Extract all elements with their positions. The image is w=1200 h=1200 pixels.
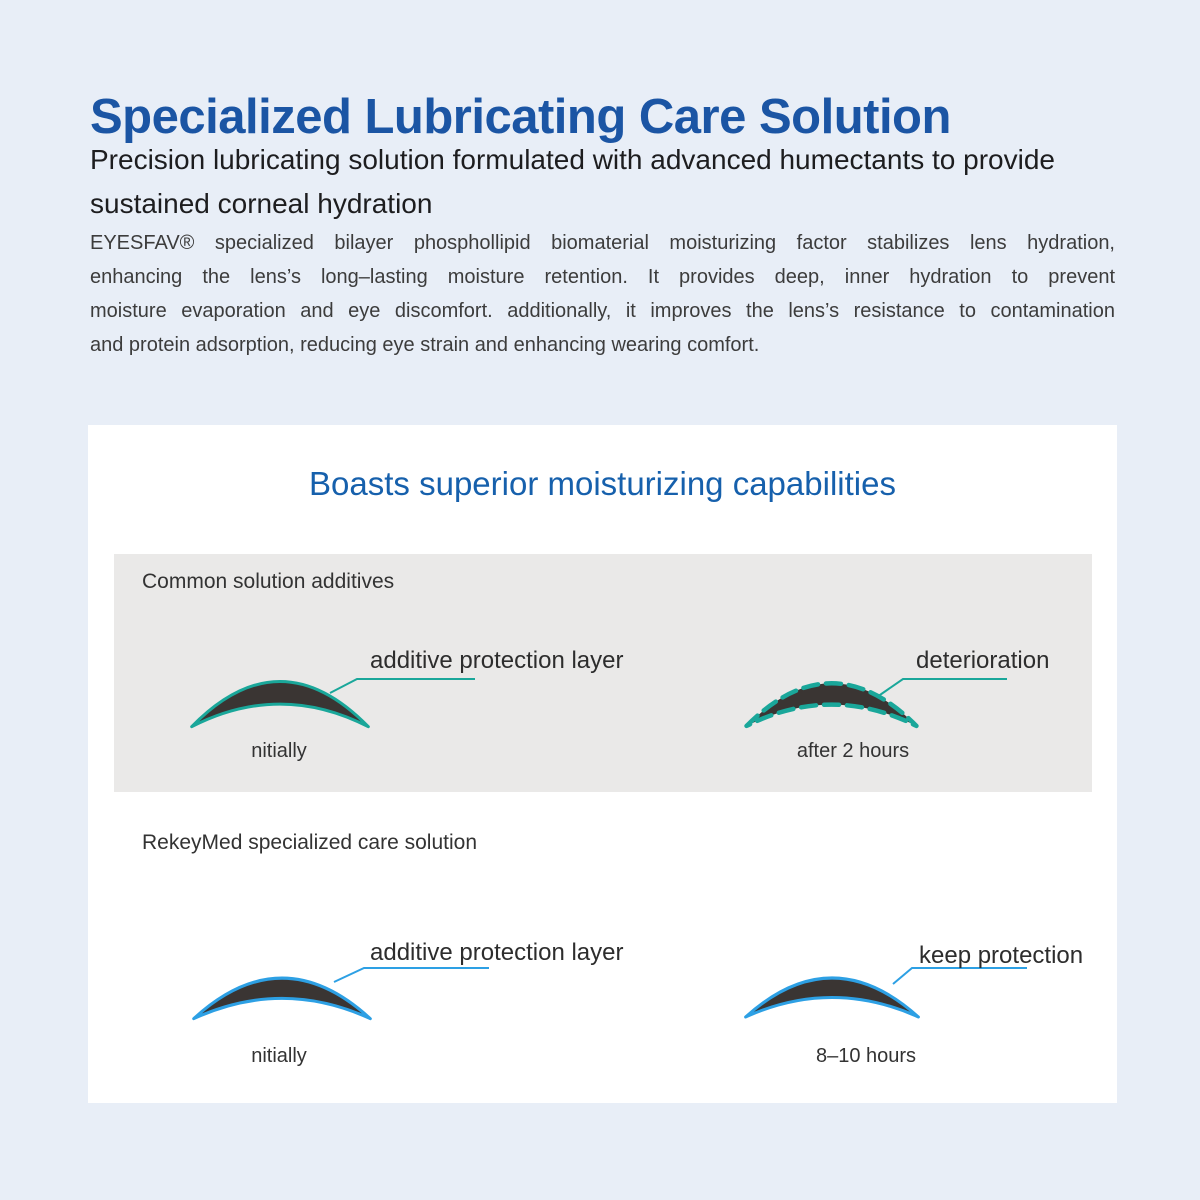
contact-lens-icon: [747, 683, 917, 726]
rekeymed-solution-label: RekeyMed specialized care solution: [142, 831, 478, 854]
callout-additive-protection-layer: additive protection layer: [370, 939, 624, 966]
caption-initially: nitially: [251, 740, 307, 762]
page-title: Specialized Lubricating Care Solution: [90, 89, 951, 144]
contact-lens-icon: [746, 978, 919, 1017]
description-line: EYESFAV® specialized bilayer phosphollipid biomaterial moisturizing factor stabilizes lens hydration,: [90, 232, 1115, 254]
description-line: moisture evaporation and eye discomfort. additionally, it improves the lens’s resistance to contamination: [90, 300, 1115, 322]
callout-keep-protection: keep protection: [919, 942, 1084, 969]
subtitle-line: sustained corneal hydration: [90, 188, 433, 219]
contact-lens-icon: [194, 978, 371, 1019]
subtitle-line: Precision lubricating solution formulated with advanced humectants to provide: [90, 144, 1055, 175]
description-line: enhancing the lens’s long–lasting moisture retention. It provides deep, inner hydration to prevent: [90, 266, 1115, 288]
callout-additive-protection-layer: additive protection layer: [370, 647, 624, 674]
caption-after-2-hours: after 2 hours: [796, 740, 910, 762]
moisturizing-card: [88, 425, 1117, 1103]
page-subtitle: [90, 138, 1160, 226]
leader-line: [893, 968, 1027, 984]
leader-line: [877, 679, 1007, 697]
description-paragraph: [90, 226, 1115, 362]
leader-line: [330, 679, 475, 693]
caption-8-10-hours: 8–10 hours: [815, 1045, 917, 1067]
description-line: and protein adsorption, reducing eye strain and enhancing wearing comfort.: [90, 334, 760, 356]
leader-line: [334, 968, 489, 982]
card-title: Boasts superior moisturizing capabilities: [309, 465, 896, 502]
callout-deterioration: deterioration: [916, 647, 1050, 674]
caption-initially: nitially: [251, 1045, 307, 1067]
contact-lens-icon: [192, 681, 369, 726]
common-additives-label: Common solution additives: [142, 570, 395, 593]
